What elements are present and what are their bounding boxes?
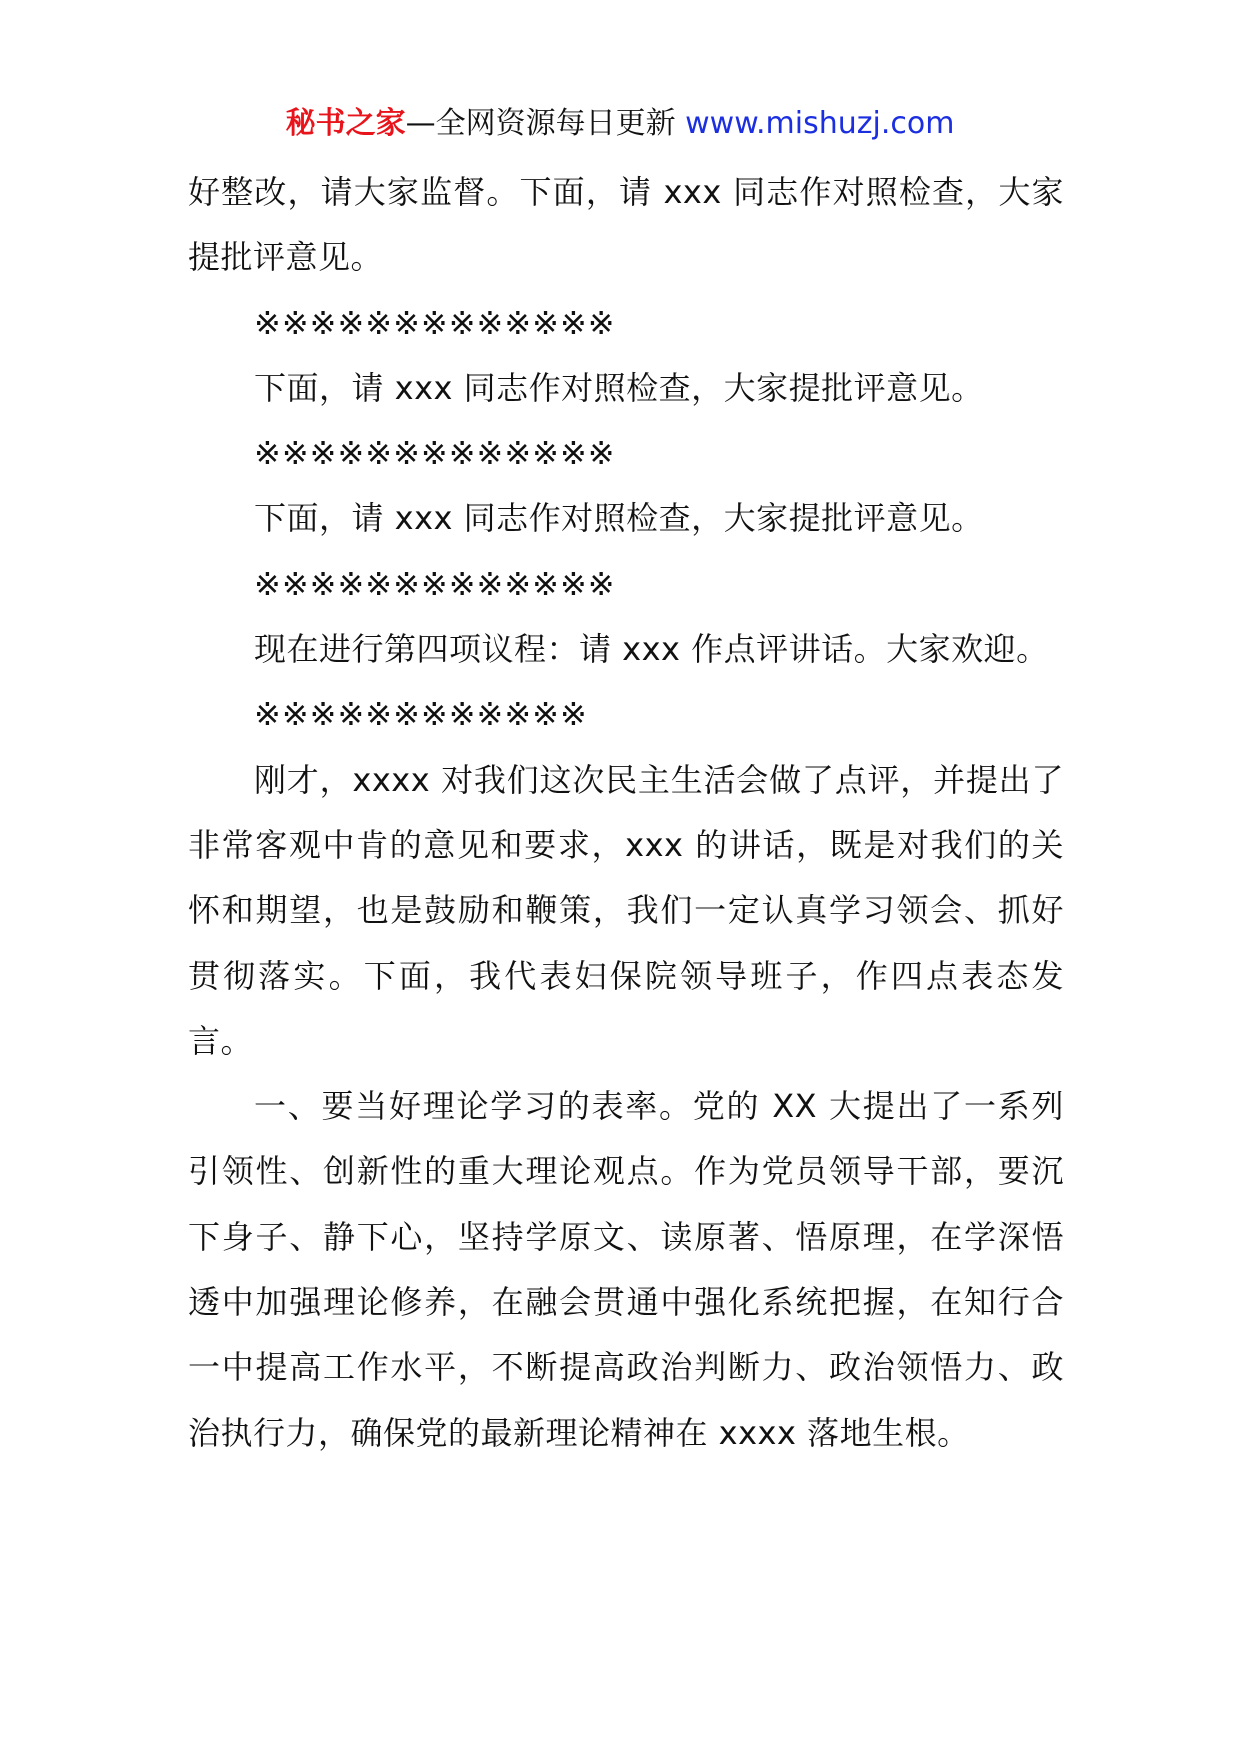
paragraph-continued: 好整改，请大家监督。下面，请 xxx 同志作对照检查，大家提批评意见。 [188, 173, 1064, 277]
header-tagline: —全网资源每日更新 [405, 106, 676, 141]
separator-line: ※※※※※※※※※※※※※ [254, 434, 616, 473]
paragraph-statement: 刚才，xxxx 对我们这次民主生活会做了点评，并提出了非常客观中肯的意见和要求，xxx 的讲话，既是对我们的关怀和期望，也是鼓励和鞭策，我们一定认真学习领会、抓好贯彻落实。下面，我代表妇保院领导班子，作四点表态发言。 [188, 760, 1064, 1060]
paragraph-agenda: 现在进行第四项议程：请 xxx 作点评讲话。大家欢迎。 [254, 630, 1049, 669]
document-body [188, 160, 1064, 1466]
site-url-link[interactable]: www.mishuzj.com [685, 106, 955, 141]
paragraph: 下面，请 xxx 同志作对照检查，大家提批评意见。 [254, 368, 984, 407]
paragraph: 下面，请 xxx 同志作对照检查，大家提批评意见。 [254, 499, 984, 538]
brand-name: 秘书之家 [285, 106, 406, 141]
separator-line: ※※※※※※※※※※※※※ [254, 564, 616, 603]
site-header [0, 102, 1240, 146]
separator-line: ※※※※※※※※※※※※ [254, 695, 588, 734]
separator-line: ※※※※※※※※※※※※※ [254, 303, 616, 342]
paragraph-point-one: 一、要当好理论学习的表率。党的 XX 大提出了一系列引领性、创新性的重大理论观点。作为党员领导干部，要沉下身子、静下心，坚持学原文、读原著、悟原理，在学深悟透中加强理论修养，在融会贯通中强化系统把握，在知行合一中提高工作水平，不断提高政治判断力、政治领悟力、政治执行力，确保党的最新理论精神在 xxxx 落地生根。 [188, 1087, 1064, 1452]
